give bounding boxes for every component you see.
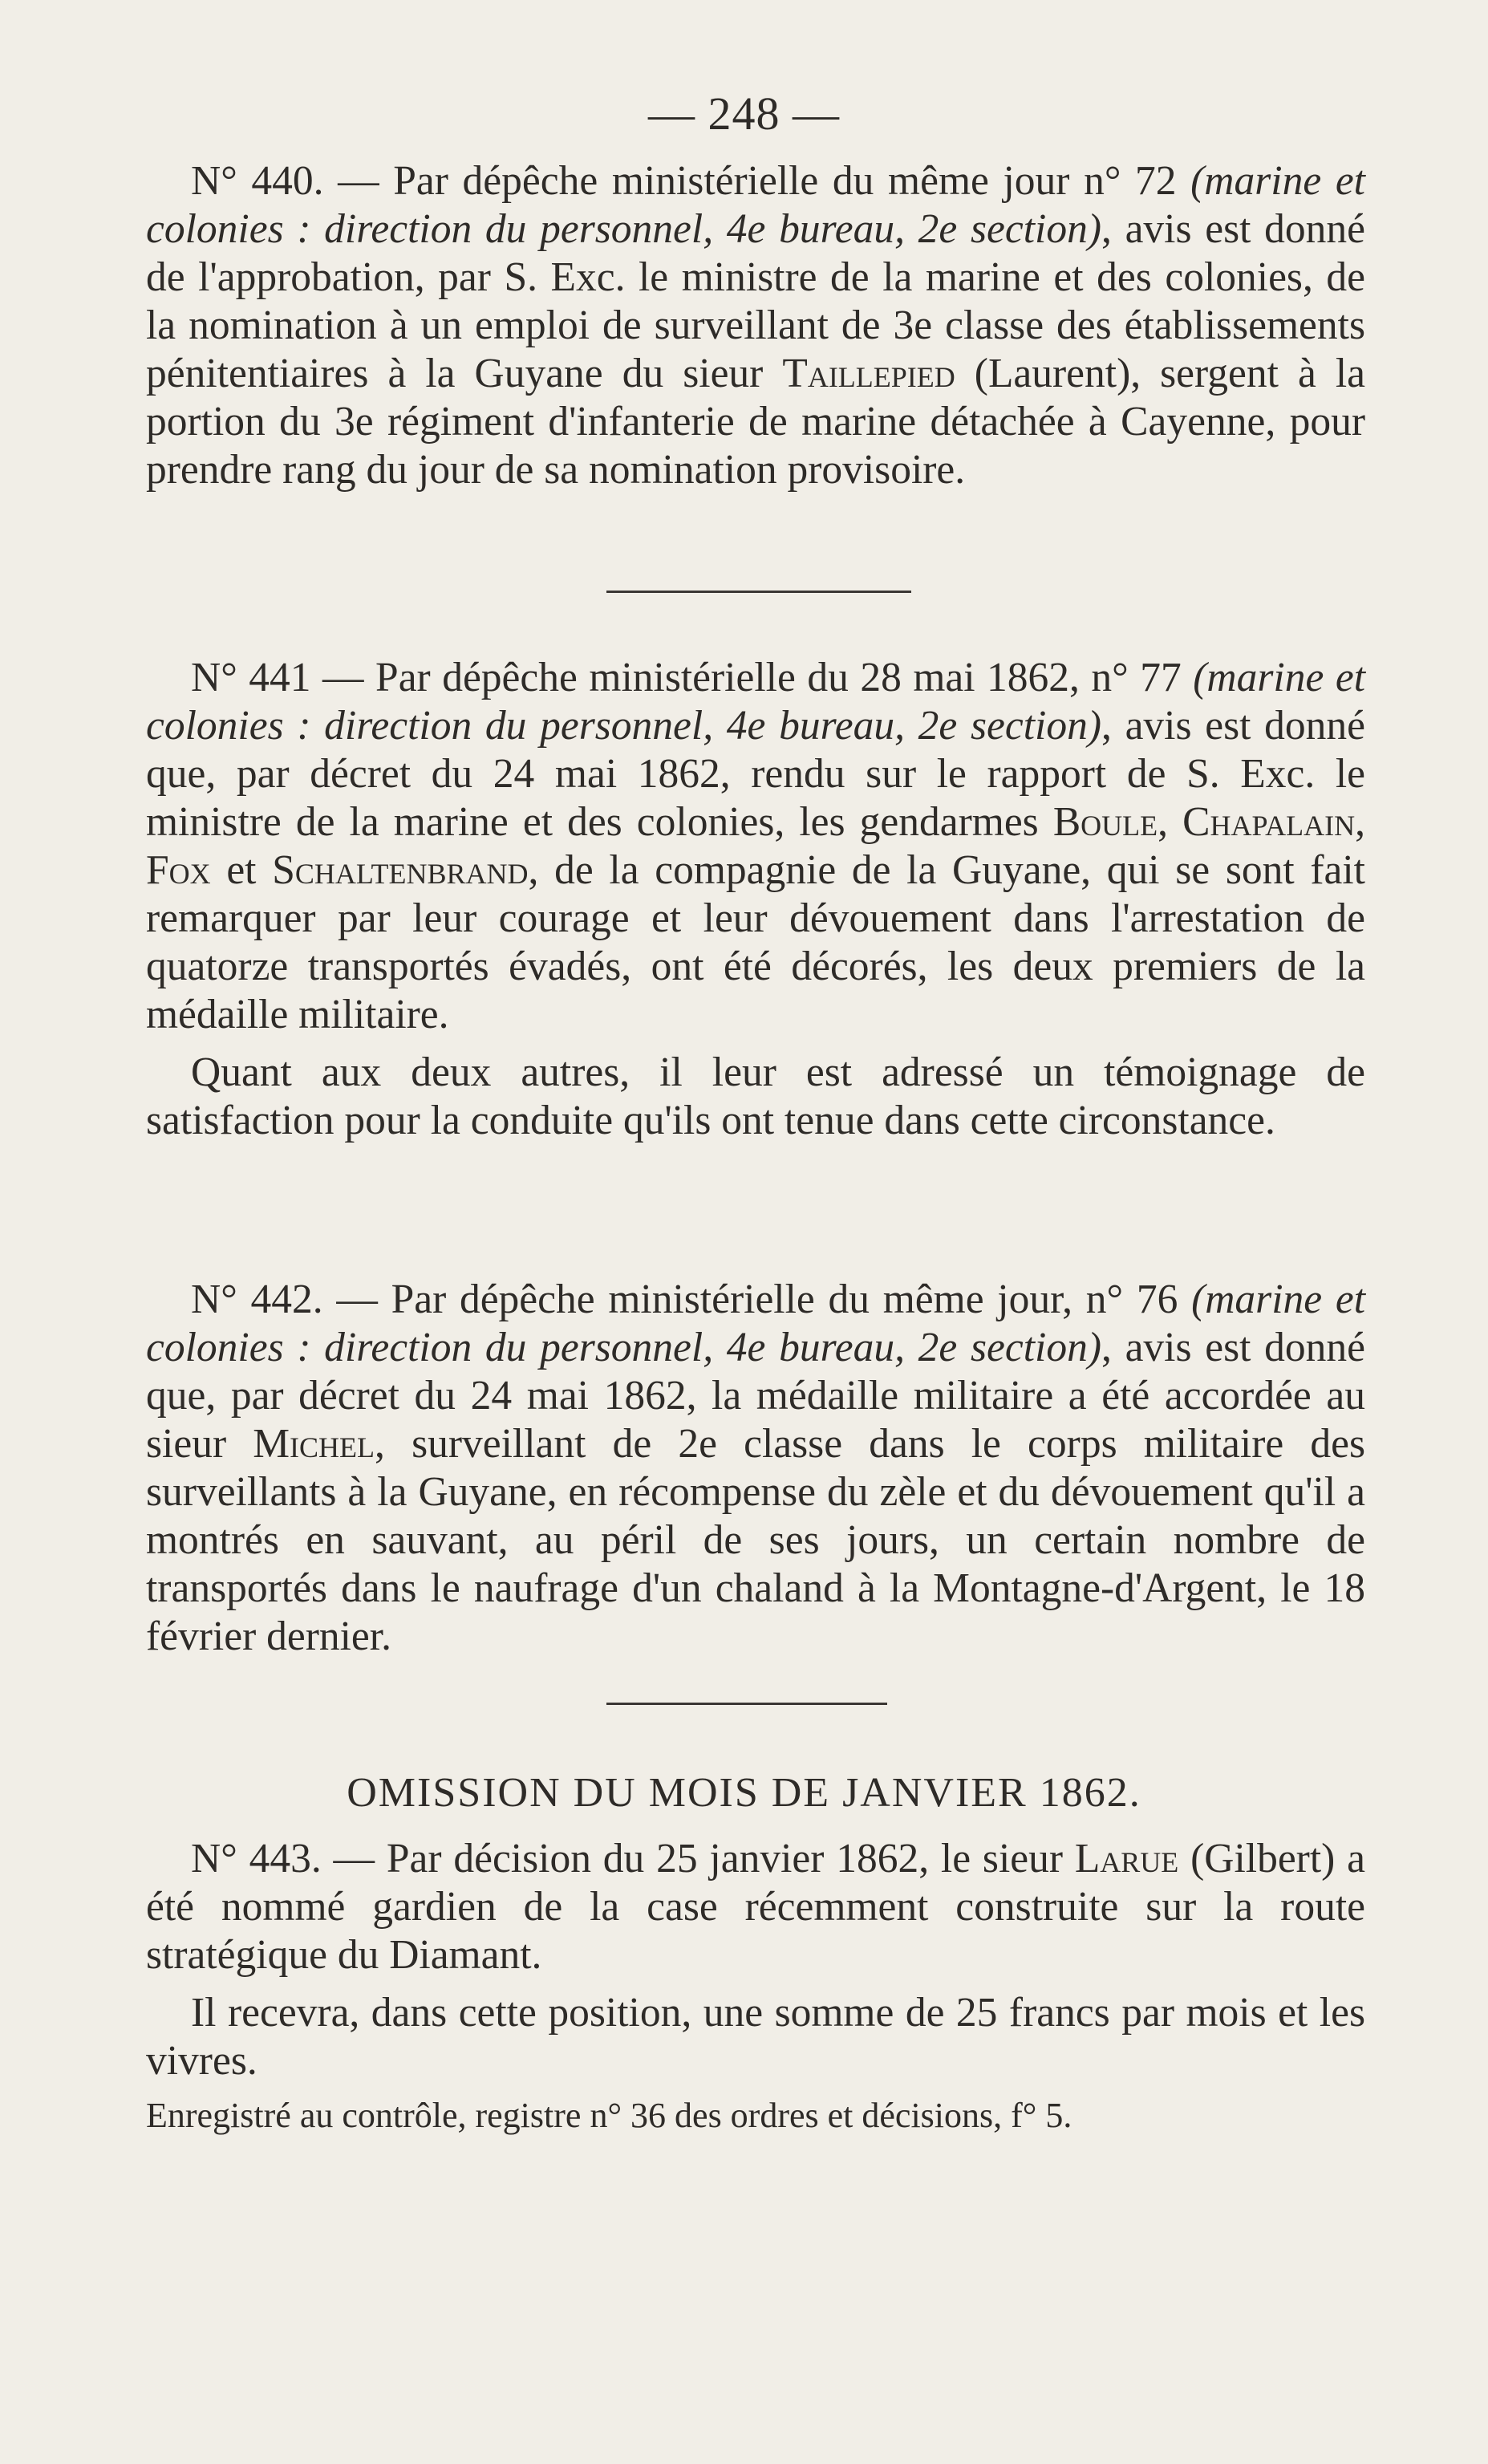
entry-440-paragraph: N° 440. — Par dépêche ministérielle du même jour n° 72 (marine et colonies : direction du personnel, 4e bureau, 2e section), avis est donné de l'approbation, par S. Exc. le ministre de la marine et des colonies, de la nomination à un emploi de surveillant de 3e classe des établissements pénitentiaires à la Guyane du sieur Taillepied (Laurent), sergent à la portion du 3e régiment d'infanterie de marine détachée à Cayenne, pour prendre rang du jour de sa nomination provisoire. (146, 158, 1366, 493)
source-reference: (marine et colonies : direction du personnel, 4e bureau, 2e section) (146, 655, 1366, 749)
entry-443 (146, 1835, 1365, 2138)
person-name: Michel (253, 1421, 375, 1467)
entry-443-paragraph-2: Il recevra, dans cette position, une somme de 25 francs par mois et les vivres. (146, 1990, 1365, 2084)
person-name: Larue (1074, 1836, 1179, 1881)
page-number: — 248 — (648, 87, 840, 140)
entry-441-paragraph-2: Quant aux deux autres, il leur est adressé un témoignage de satisfaction pour la conduite qu'ils ont tenue dans cette circonstance. (146, 1049, 1365, 1143)
entry-number: N° 440. (191, 158, 324, 204)
entry-number: N° 443. (191, 1836, 322, 1881)
section-heading: OMISSION DU MOIS DE JANVIER 1862. (347, 1770, 1141, 1816)
section-divider (606, 1703, 887, 1705)
person-name: Fox (146, 847, 211, 893)
section-divider (606, 591, 911, 593)
entry-440 (146, 157, 1365, 494)
person-name: Boule (1052, 799, 1158, 845)
source-reference: (marine et colonies : direction du personnel, 4e bureau, 2e section) (146, 158, 1365, 252)
entry-number: N° 442. (191, 1277, 323, 1322)
entry-441-paragraph: N° 441 — Par dépêche ministérielle du 28 mai 1862, n° 77 (marine et colonies : direction du personnel, 4e bureau, 2e section), avis est donné que, par décret du 24 mai 1862, rendu sur le rapport de S. Exc. le ministre de la marine et des colonies, les gendarmes Boule, Chapalain, Fox et Schaltenbrand, de la compagnie de la Guyane, qui se sont fait remarquer par leur courage et leur dévouement dans l'arrestation de quatorze transportés évadés, ont été décorés, les deux premiers de la médaille militaire. (146, 655, 1366, 1037)
entry-441 (146, 654, 1365, 1145)
entry-number: N° 441 (191, 655, 311, 700)
source-reference: (marine et colonies : direction du personnel, 4e bureau, 2e section) (146, 1277, 1365, 1370)
entry-442 (146, 1276, 1365, 1661)
person-name: Taillepied (782, 351, 955, 396)
entry-442-paragraph: N° 442. — Par dépêche ministérielle du même jour, n° 76 (marine et colonies : direction du personnel, 4e bureau, 2e section), avis est donné que, par décret du 24 mai 1862, la médaille militaire a été accordée au sieur Michel, surveillant de 2e classe dans le corps militaire des surveillants à la Guyane, en récompense du zèle et du dévouement qu'il a montrés en sauvant, au péril de ses jours, un certain nombre de transportés dans le naufrage d'un chaland à la Montagne-d'Argent, le 18 février dernier. (146, 1277, 1366, 1659)
entry-443-paragraph: N° 443. — Par décision du 25 janvier 1862, le sieur Larue (Gilbert) a été nommé gardien de la case récemment construite sur la route stratégique du Diamant. (146, 1836, 1365, 1978)
registration-note: Enregistré au contrôle, registre n° 36 des ordres et décisions, f° 5. (146, 2096, 1072, 2135)
person-name: Schaltenbrand (272, 847, 529, 893)
person-name: Chapalain (1182, 799, 1356, 845)
